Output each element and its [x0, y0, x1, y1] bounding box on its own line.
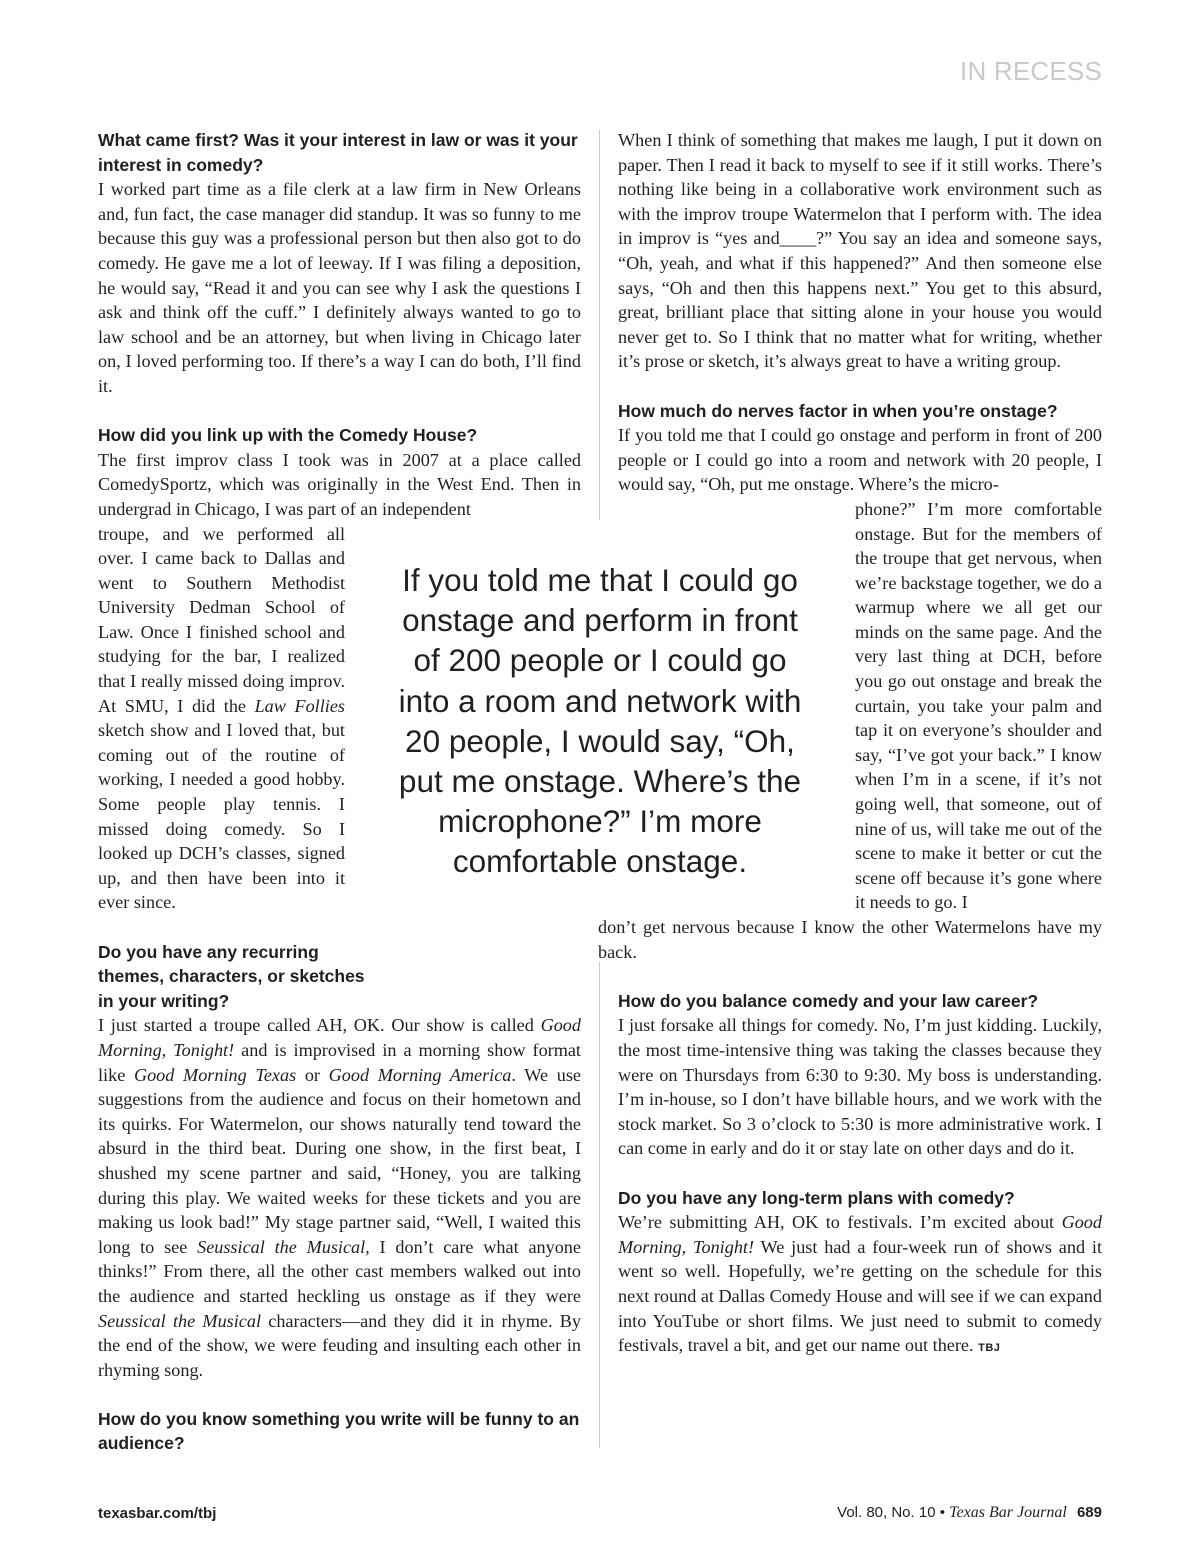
question-nerves: How much do nerves factor in when you’re onstage? — [618, 400, 1058, 421]
answer-nerves-intro: If you told me that I could go onstage and perform in front of 200 people or I could go into a room and network with 20 people, I would say, “Oh, put me onstage. Where’s the micro- — [618, 425, 1102, 495]
law-follies-title: Law Follies — [254, 695, 345, 716]
section-label: IN RECESS — [960, 56, 1102, 86]
answer-long-term-plans: We’re submitting AH, OK to festivals. I’m excited about Good Morning, Tonight! We just had a four-week run of shows and it went so well. Hopefully, we’re getting on the schedule for this next round at Dallas Comedy House and will see if we can expand into YouTube or short films. We just need to submit to comedy festivals, travel a bit, and get our name out there. TBJ — [618, 1212, 1103, 1356]
column-divider-top — [599, 130, 600, 520]
answer-balance-career: I just forsake all things for comedy. No, I’m just kidding. Luckily, the most time-intensive thing was taking the classes because they were on Thursdays from 6:30 to 9:30. My boss is understanding. I’m in-house, so I don’t have billable hours, and we work with the stock market. So 3 o’clock to 5:30 is more administrative work. I can come in early and do it or stay late on other days and do it. — [618, 1015, 1102, 1159]
pull-quote: If you told me that I could go onstage and perform in front of 200 people or I could go into a room and network with 20 people, I would say, “Oh, put me onstage. Where’s the microphone?” I’m more comfortable onstage. — [398, 562, 802, 880]
question-long-term-plans: Do you have any long-term plans with comedy? — [618, 1187, 1015, 1208]
answer-nerves-middle: phone?” I’m more comfortable onstage. But for the members of the troupe that get nervous, when we’re backstage together, we do a warmup where we all get our minds on the same page. And the very last thing at DCH, before you go out onstage and break the curtain, you take your palm and tap it on everyone’s shoulder and say, “I’ve got your back.” I know when I’m in a scene, if it’s not going well, that someone, out of nine of us, will take me out of the scene to make it better or cut the scene off because it’s gone where it needs to go. I — [855, 498, 1102, 913]
answer-comedy-house-rest: troupe, and we performed all over. I came back to Dallas and went to Southern Methodist University Dedman School of Law. Once I finished school and studying for the bar, I realized that I really missed doing improv. At SMU, I did the Law Follies sketch show and I loved that, but coming out of the routine of working, I needed a good hobby. Some people play tennis. I missed doing comedy. So I looked up DCH’s classes, signed up, and then have been into it ever since. — [98, 523, 345, 913]
question-funny-to-audience: How do you know something you write will be funny to an audience? — [98, 1408, 580, 1454]
answer-comedy-house-intro: The first improv class I took was in 2007 at a place called ComedySportz, which was originally in the West End. Then in undergrad in Chicago, I was part of an independent — [98, 449, 581, 519]
footer-journal: Texas Bar Journal — [949, 1504, 1067, 1521]
column-divider-bottom — [599, 962, 600, 1448]
answer-recurring-themes: I just started a troupe called AH, OK. Our show is called Good Morning, Tonight! and is improvised in a morning show format like Good Morning Texas or Good Morning America. We use suggestions from the audience and focus on their hometown and its quirks. For Watermelon, our shows naturally tend toward the absurd in the third beat. During one show, in the first beat, I shushed my scene partner and said, “Honey, you are talking during this play. We waited weeks for these tickets and you are making us look bad!” My stage partner said, “Well, I waited this long to see Seussical the Musical, I don’t care what anyone thinks!” From there, all the other cast members walked out into the audience and started heckling us onstage as if they were Seussical the Musical characters—and they did it in rhyme. By the end of the show, we were feuding and insulting each other in rhyming song. — [98, 1015, 581, 1380]
footer-issue-info — [837, 1504, 1102, 1522]
answer-first-interest: I worked part time as a file clerk at a law firm in New Orleans and, fun fact, the case manager did standup. It was so funny to me because this guy was a professional person but then also got to do comedy. He gave me a lot of leeway. If I was filing a deposition, he would say, “Read it and you can see why I ask the questions I ask and think off the cuff.” I definitely always wanted to go to law school and be an attorney, but when living in Chicago later on, I loved performing too. If there’s a way I can do both, I’ll find it. — [98, 179, 581, 396]
answer-funny-to-audience: When I think of something that makes me laugh, I put it down on paper. Then I read it back to myself to see if it still works. There’s nothing like being in a collaborative work environment such as with the improv troupe Watermelon that I perform with. The idea in improv is “yes and____?” You say an idea and someone says, “Oh, yeah, and what if this happened?” And then someone else says, “Oh and then this happens next.” You get to this absurd, great, brilliant place that sitting alone in your house you would never get to. So I think that no matter what for writing, whether it’s prose or sketch, it’s always great to have a writing group. — [618, 130, 1102, 372]
question-balance-career: How do you balance comedy and your law career? — [618, 990, 1039, 1011]
footer-website: texasbar.com/tbj — [98, 1505, 217, 1522]
question-recurring-themes: Do you have any recurring themes, characters, or sketches in your writing? — [98, 941, 365, 1011]
question-comedy-house: How did you link up with the Comedy House? — [98, 425, 478, 446]
end-mark: TBJ — [978, 1342, 1001, 1355]
footer-volume: Vol. 80, No. 10 — [837, 1504, 936, 1521]
answer-nerves-end: don’t get nervous because I know the other Watermelons have my back. — [598, 917, 1102, 962]
question-first-interest: What came first? Was it your interest in law or was it your interest in comedy? — [98, 130, 578, 175]
page-number: 689 — [1076, 1504, 1102, 1521]
footer-bullet: • — [939, 1504, 945, 1521]
